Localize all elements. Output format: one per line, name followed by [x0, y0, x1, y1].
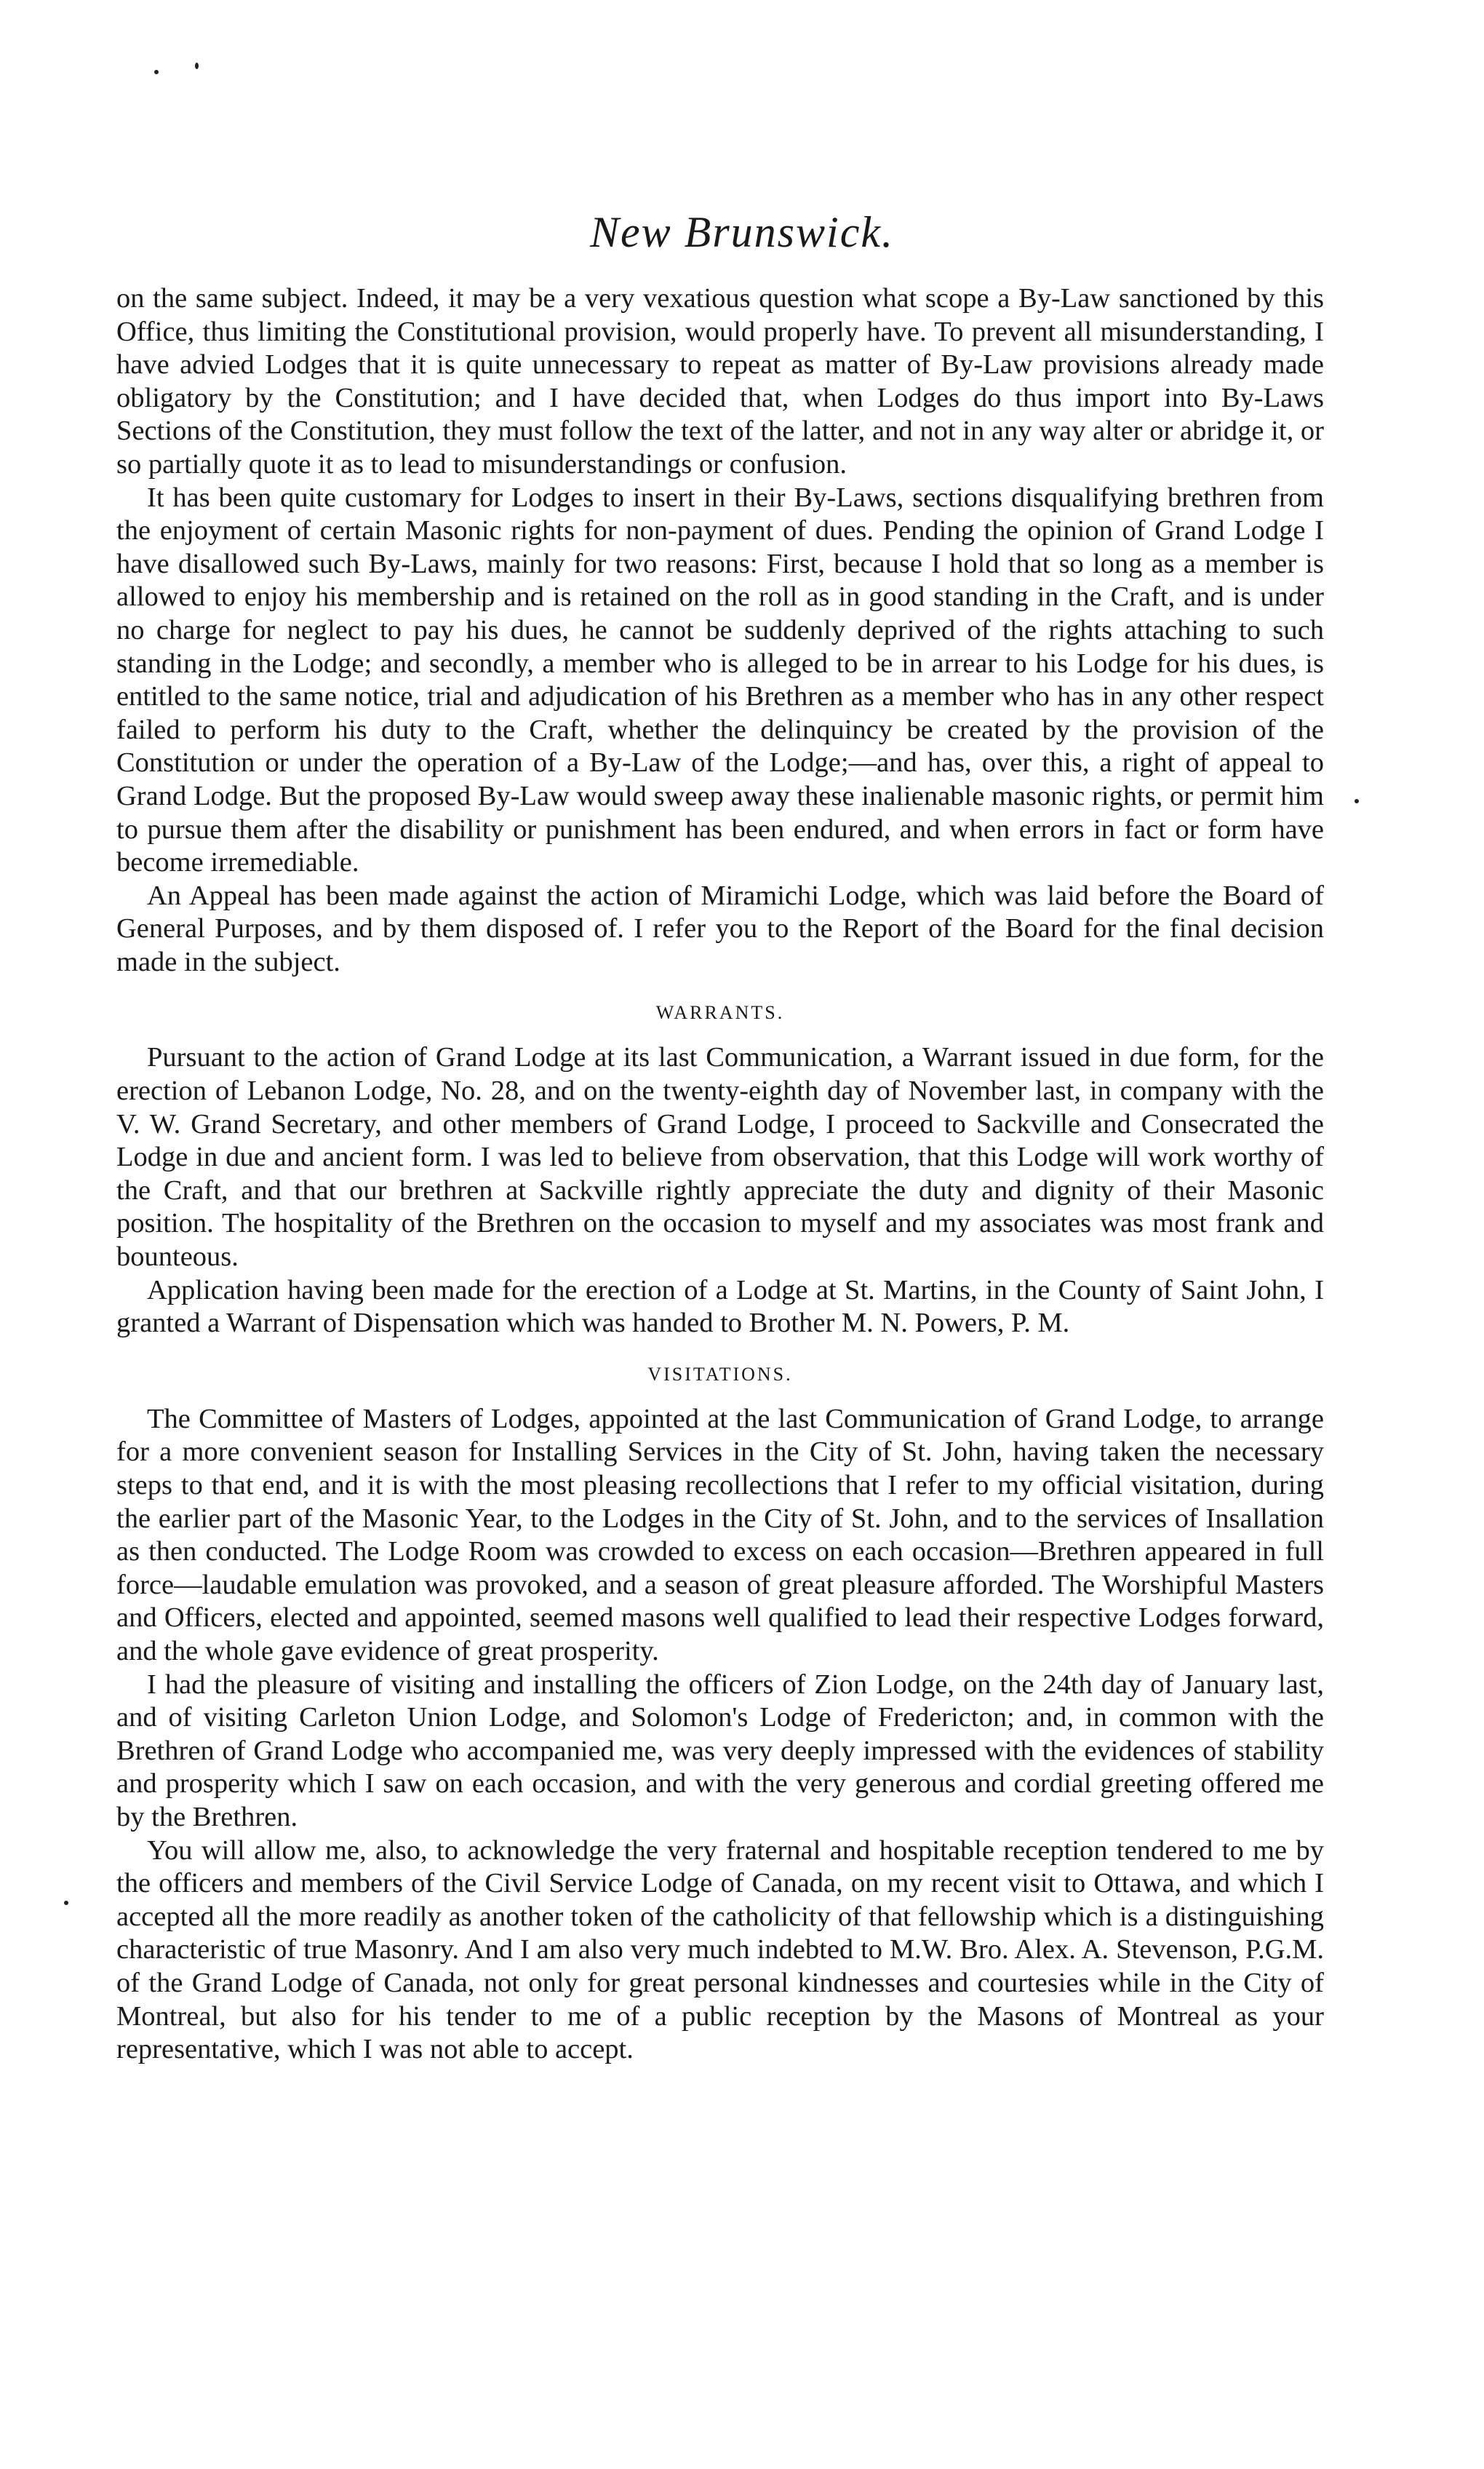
paragraph: on the same subject. Indeed, it may be a very vexatious question what scope a By-Law sanctioned by this Office, thus limiting the Constitutional provision, would properly have. To prevent all misunderstanding, I have advied Lodges that it is quite unnecessary to repeat as matter of By-Law provisions already made obligatory by the Constitution; and I have decided that, when Lodges do thus import into By-Laws Sections of the Constitution, they must follow the text of the latter, and not in any way alter or abridge it, or so partially quote it as to lead to misunderstandings or confusion. [116, 283, 1324, 480]
paragraph: Pursuant to the action of Grand Lodge at its last Communication, a Warrant issued in due form, for the erection of Lebanon Lodge, No. 28, and on the twenty-eighth day of November last, in company with the V. W. Grand Secretary, and other members of Grand Lodge, I proceed to Sackville and Consecrated the Lodge in due and ancient form. I was led to believe from observation, that this Lodge will work worthy of the Craft, and that our brethren at Sackville rightly appreciate the duty and dignity of their Masonic position. The hospitality of the Brethren on the occasion to myself and my associates was most frank and bounteous. [116, 1042, 1324, 1273]
paragraph: It has been quite customary for Lodges to insert in their By-Laws, sections disqualifying brethren from the enjoyment of certain Masonic rights for non-payment of dues. Pending the opinion of Grand Lodge I have disallowed such By-Laws, mainly for two reasons: First, because I hold that so long as a member is allowed to enjoy his membership and is retained on the roll as in good standing in the Craft, and is under no charge for neglect to pay his dues, he cannot be suddenly deprived of the rights attaching to such standing in the Lodge; and secondly, a member who is alleged to be in arrear to his Lodge for his dues, is entitled to the same notice, trial and adjudication of his Brethren as a member who has in any other respect failed to perform his duty to the Craft, whether the delinquincy be created by the provision of the Constitution or under the operation of a By-Law of the Lodge;—and has, over this, a right of appeal to Grand Lodge. But the proposed By-Law would sweep away these inalienable masonic rights, or permit him to pursue them after the disability or punishment has been endured, and when errors in fact or form have become irremediable. [116, 482, 1324, 878]
section-heading-warrants: WARRANTS. [655, 1002, 785, 1024]
paragraph: The Committee of Masters of Lodges, appointed at the last Communication of Grand Lodge, to arrange for a more convenient season for Installing Services in the City of St. John, having taken the necessary steps to that end, and it is with the most pleasing recollections that I refer to my official visitation, during the earlier part of the Masonic Year, to the Lodges in the City of St. John, and to the services of Insallation as then conducted. The Lodge Room was crowded to excess on each occasion—Brethren appeared in full force—laudable emulation was provoked, and a season of great pleasure afforded. The Worshipful Masters and Officers, elected and appointed, seemed masons well qualified to lead their respective Lodges forward, and the whole gave evidence of great prosperity. [116, 1403, 1324, 1666]
print-speck [195, 63, 199, 69]
paragraph: I had the pleasure of visiting and installing the officers of Zion Lodge, on the 24th day of January last, and of visiting Carleton Union Lodge, and Solomon's Lodge of Fredericton; and, in common with the Brethren of Grand Lodge who accompanied me, was very deeply impressed with the evidences of stability and prosperity which I saw on each occasion, and with the very generous and cordial greeting offered me by the Brethren. [116, 1669, 1324, 1832]
print-speck [1355, 799, 1359, 803]
running-head: New Brunswick. [590, 208, 894, 256]
page-body [116, 282, 1324, 2067]
print-speck [64, 1901, 68, 1905]
paragraph: Application having been made for the erection of a Lodge at St. Martins, in the County of Saint John, I granted a Warrant of Dispensation which was handed to Brother M. N. Powers, P. M. [116, 1274, 1324, 1339]
paragraph: You will allow me, also, to acknowledge the very fraternal and hospitable reception tendered to me by the officers and members of the Civil Service Lodge of Canada, on my recent visit to Ottawa, and which I accepted all the more readily as another token of the catholicity of that fellowship which is a distinguishing characteristic of true Masonry. And I am also very much indebted to M.W. Bro. Alex. A. Stevenson, P.G.M. of the Grand Lodge of Canada, not only for great personal kindnesses and courtesies while in the City of Montreal, but also for his tender to me of a public reception by the Masons of Montreal as your representative, which I was not able to accept. [116, 1834, 1324, 2065]
print-speck [154, 70, 159, 74]
section-heading-visitations: VISITATIONS. [647, 1363, 793, 1385]
paragraph: An Appeal has been made against the action of Miramichi Lodge, which was laid before the Board of General Purposes, and by them disposed of. I refer you to the Report of the Board for the final decision made in the subject. [116, 880, 1324, 977]
